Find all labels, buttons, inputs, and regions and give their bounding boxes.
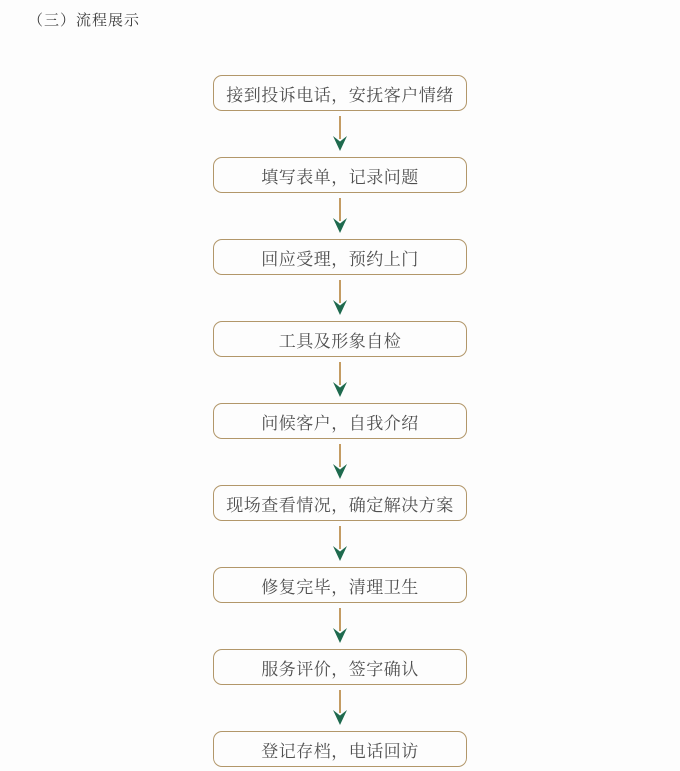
flow-step-label: 现场查看情况，确定解决方案 xyxy=(226,495,454,516)
flow-step-box xyxy=(213,485,467,521)
down-arrow-icon xyxy=(331,521,349,567)
page-title: （三）流程展示 xyxy=(28,11,141,29)
flow-step-label: 填写表单，记录问题 xyxy=(261,167,419,188)
flowchart xyxy=(0,75,680,767)
flow-step-box xyxy=(213,321,467,357)
flow-step-label: 登记存档，电话回访 xyxy=(261,741,419,762)
down-arrow-icon xyxy=(331,193,349,239)
flow-step-box xyxy=(213,75,467,111)
flow-step-label: 回应受理，预约上门 xyxy=(261,249,419,270)
flow-step-label: 修复完毕，清理卫生 xyxy=(261,577,419,598)
flow-step-label: 工具及形象自检 xyxy=(278,331,402,352)
flow-step xyxy=(213,485,467,567)
down-arrow-icon xyxy=(331,357,349,403)
flow-step-box xyxy=(213,731,467,767)
flow-step xyxy=(213,75,467,157)
flow-step-box xyxy=(213,157,467,193)
down-arrow-icon xyxy=(331,111,349,157)
flow-step-box xyxy=(213,239,467,275)
flow-step-box xyxy=(213,649,467,685)
flow-step xyxy=(213,239,467,321)
flow-step xyxy=(213,321,467,403)
flow-step xyxy=(213,157,467,239)
flow-step xyxy=(213,731,467,767)
flow-step-box xyxy=(213,567,467,603)
down-arrow-icon xyxy=(331,275,349,321)
down-arrow-icon xyxy=(331,439,349,485)
flow-step xyxy=(213,567,467,649)
flow-step-label: 接到投诉电话，安抚客户情绪 xyxy=(226,85,454,106)
flow-step-label: 问候客户，自我介绍 xyxy=(261,413,419,434)
flow-step-label: 服务评价，签字确认 xyxy=(261,659,419,680)
flow-step-box xyxy=(213,403,467,439)
flow-step xyxy=(213,649,467,731)
down-arrow-icon xyxy=(331,603,349,649)
down-arrow-icon xyxy=(331,685,349,731)
flow-step xyxy=(213,403,467,485)
